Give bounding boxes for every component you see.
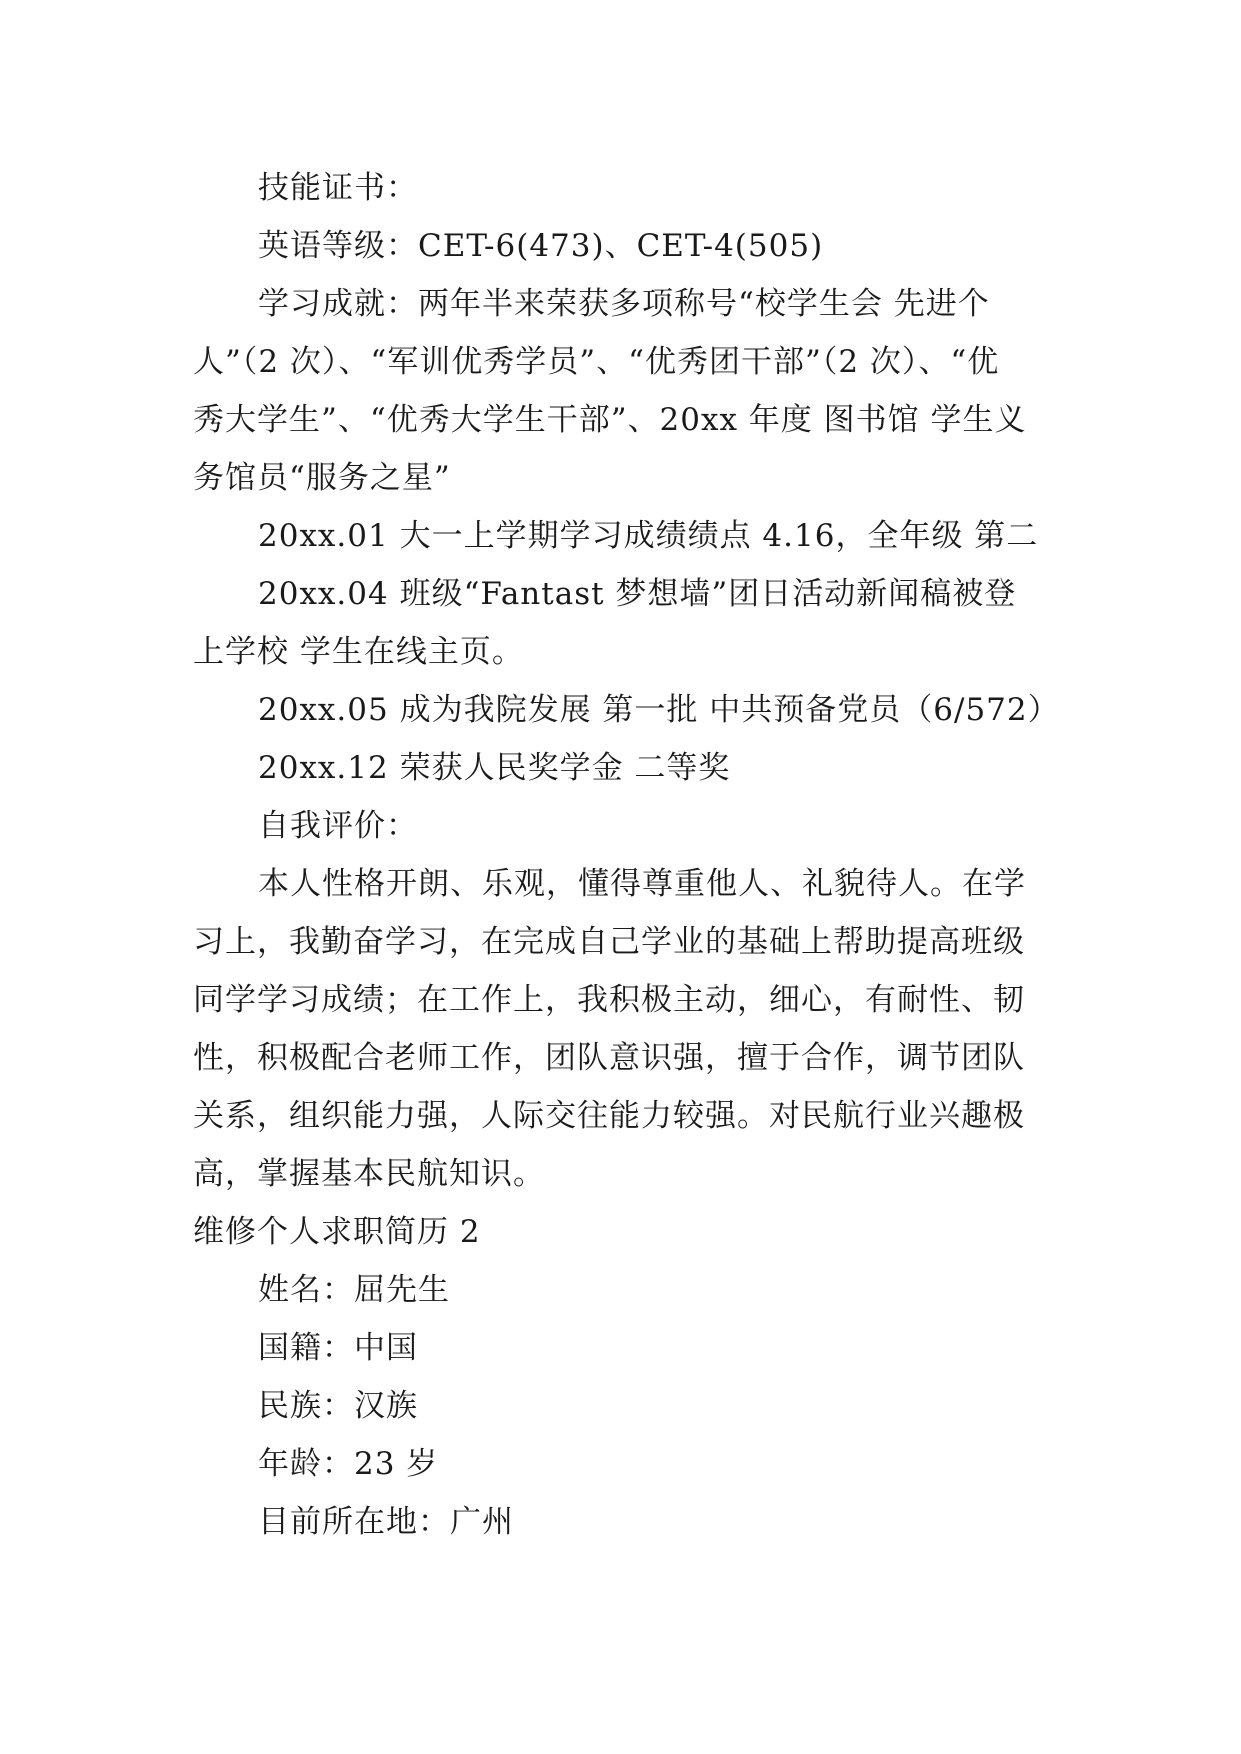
record-2001: 20xx.01 大一上学期学习成绩绩点 4.16，全年级 第二 <box>258 518 1039 554</box>
location-line: 目前所在地：广州 <box>258 1504 514 1540</box>
record-2012: 20xx.12 荣获人民奖学金 二等奖 <box>258 750 731 786</box>
age-line: 年龄：23 岁 <box>258 1446 439 1482</box>
name-line: 姓名：屈先生 <box>258 1272 450 1308</box>
self-evaluation-line-2: 习上，我勤奋学习，在完成自己学业的基础上帮助提高班级 <box>193 924 1025 960</box>
resume-section-title: 维修个人求职简历 2 <box>193 1214 481 1250</box>
record-2004-line-2: 上学校 学生在线主页。 <box>193 634 524 670</box>
skill-cert-heading: 技能证书： <box>258 170 418 206</box>
achievement-line-2: 人”（2 次）、“军训优秀学员”、“优秀团干部”（2 次）、“优 <box>193 344 1000 380</box>
nationality-line: 国籍：中国 <box>258 1330 418 1366</box>
self-evaluation-line-1: 本人性格开朗、乐观，懂得尊重他人、礼貌待人。在学 <box>258 866 1026 902</box>
self-evaluation-line-5: 关系，组织能力强，人际交往能力较强。对民航行业兴趣极 <box>193 1098 1025 1134</box>
record-2005: 20xx.05 成为我院发展 第一批 中共预备党员（6/572） <box>258 692 1060 728</box>
english-level-line: 英语等级：CET-6(473)、CET-4(505) <box>258 228 824 264</box>
record-2004-line-1: 20xx.04 班级“Fantast 梦想墙”团日活动新闻稿被登 <box>258 576 1017 612</box>
achievement-line-4: 务馆员“服务之星” <box>193 460 451 496</box>
self-evaluation-line-3: 同学学习成绩；在工作上，我积极主动，细心，有耐性、韧 <box>193 982 1025 1018</box>
achievement-line-1: 学习成就：两年半来荣获多项称号“校学生会 先进个 <box>258 286 990 322</box>
self-evaluation-line-6: 高，掌握基本民航知识。 <box>193 1156 545 1192</box>
ethnicity-line: 民族：汉族 <box>258 1388 418 1424</box>
self-evaluation-line-4: 性，积极配合老师工作，团队意识强，擅于合作，调节团队 <box>193 1040 1025 1076</box>
achievement-line-3: 秀大学生”、“优秀大学生干部”、20xx 年度 图书馆 学生义 <box>193 402 1027 438</box>
self-evaluation-heading: 自我评价： <box>258 808 418 844</box>
